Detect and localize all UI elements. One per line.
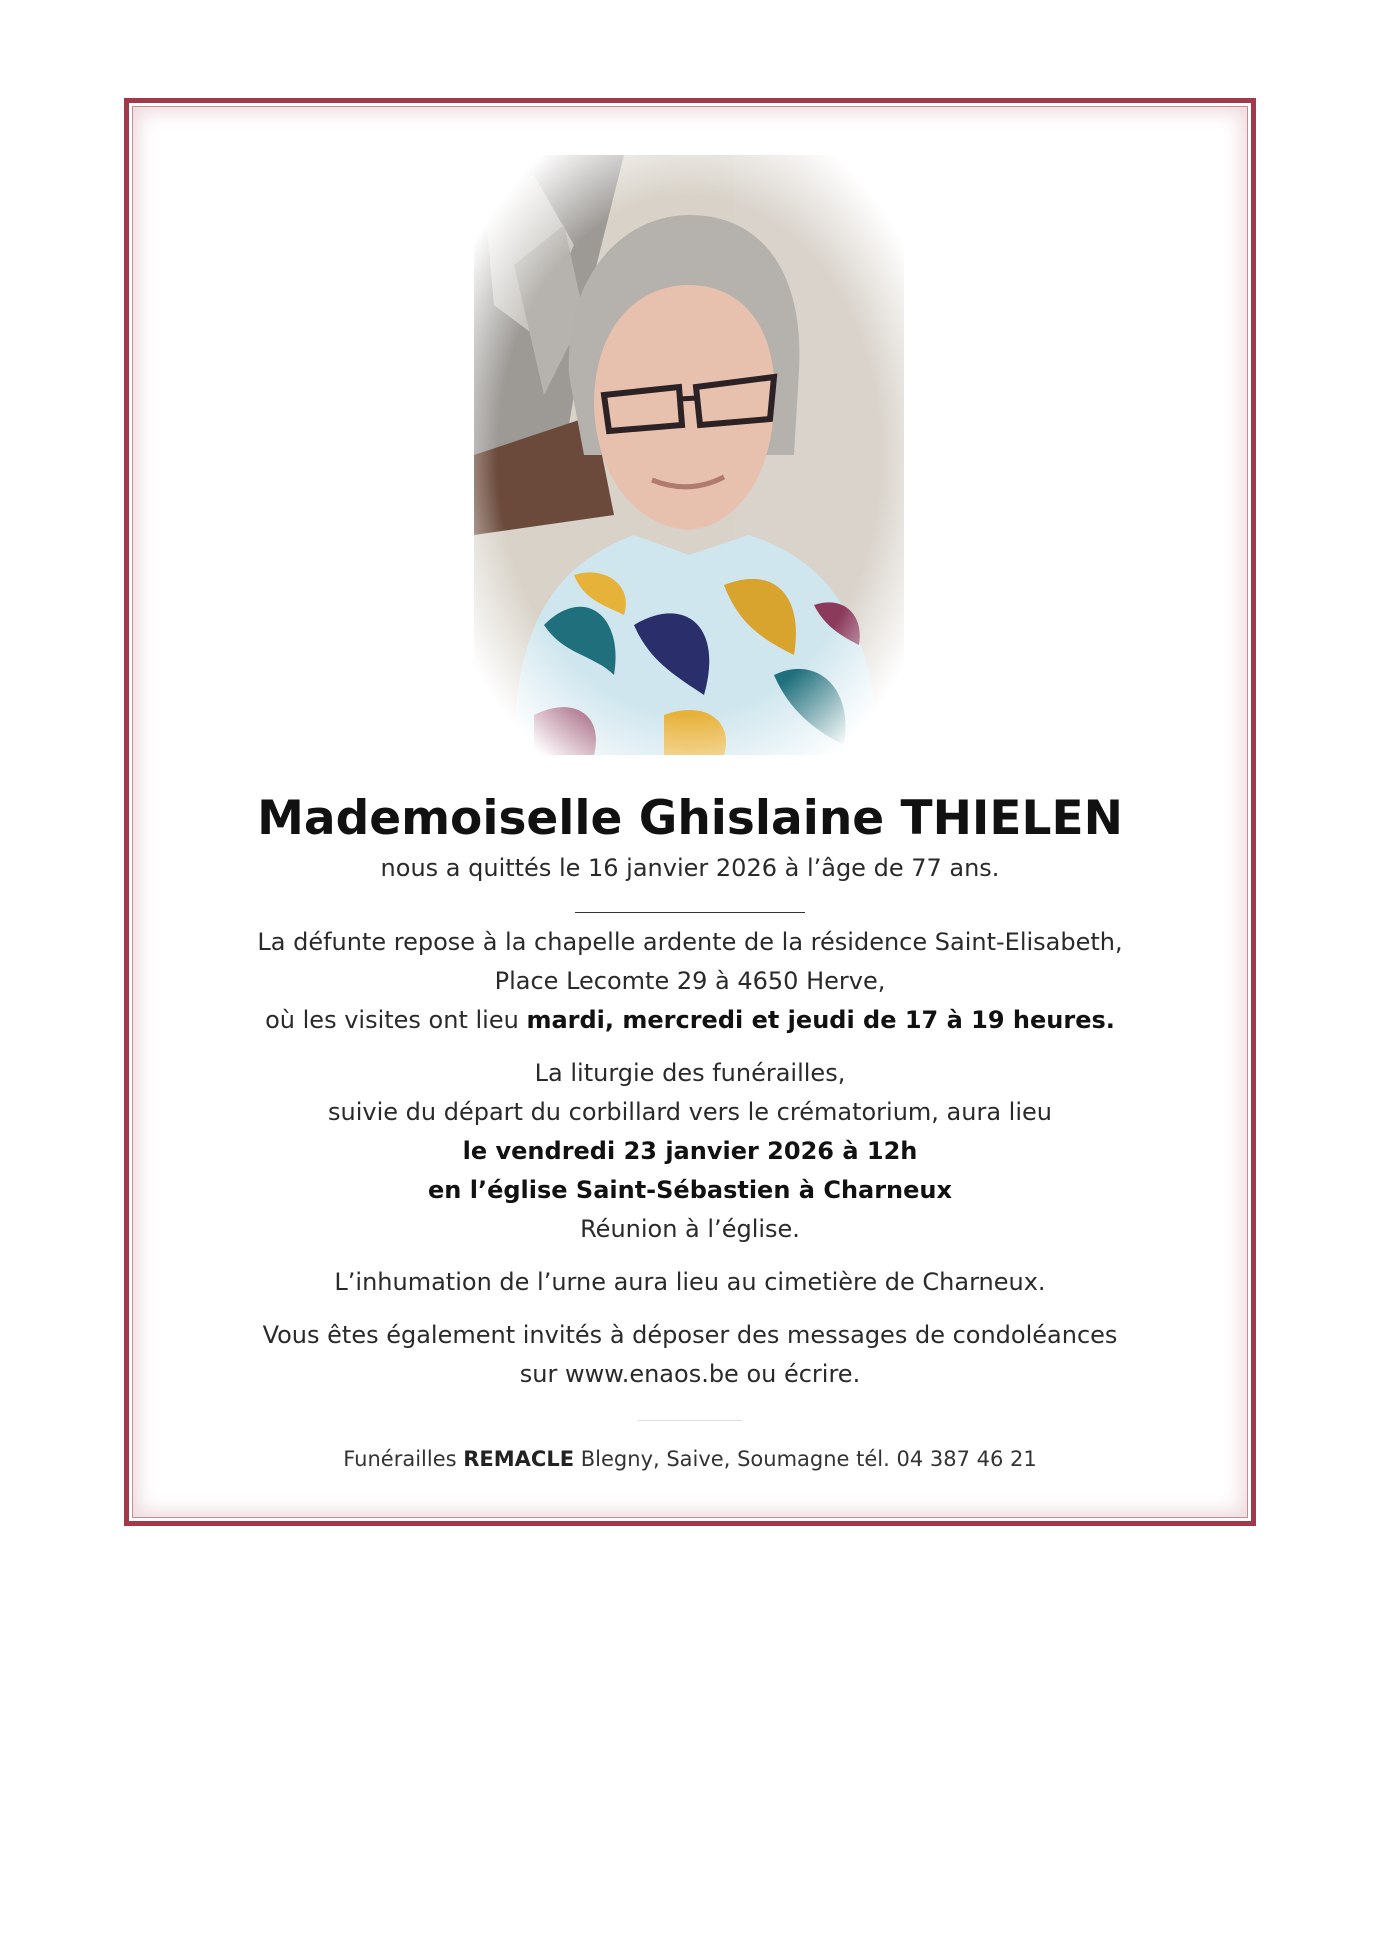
condolences-line-1: Vous êtes également invités à déposer des messages de condoléances xyxy=(262,1321,1118,1349)
burial-line: L’inhumation de l’urne aura lieu au cimetière de Charneux. xyxy=(334,1268,1046,1296)
liturgy-place xyxy=(129,1171,1251,1210)
visitation-hours-prefix: où les visites ont lieu xyxy=(265,1006,519,1034)
notice-text xyxy=(129,791,1251,1497)
liturgy-line-2: suivie du départ du corbillard vers le crématorium, aura lieu xyxy=(328,1098,1052,1126)
condolences-info xyxy=(129,1316,1251,1394)
liturgy-info xyxy=(129,1054,1251,1249)
portrait-photo xyxy=(474,155,904,755)
portrait-illustration xyxy=(474,155,904,755)
visitation-line-3 xyxy=(129,1001,1251,1040)
funeral-home-footer xyxy=(129,1442,1251,1476)
footer-contact: Blegny, Saive, Soumagne tél. 04 387 46 21 xyxy=(580,1447,1037,1471)
deceased-name: Mademoiselle Ghislaine THIELEN xyxy=(257,791,1123,846)
condolences-line-2: sur www.enaos.be ou écrire. xyxy=(519,1360,861,1388)
liturgy-line-1: La liturgie des funérailles, xyxy=(534,1059,846,1087)
obituary-card xyxy=(124,98,1256,1526)
divider xyxy=(575,912,805,913)
visitation-info xyxy=(129,923,1251,1040)
liturgy-place-text: en l’église Saint-Sébastien à Charneux xyxy=(428,1176,952,1204)
funeral-home-name: REMACLE xyxy=(463,1447,575,1471)
visitation-line-2: Place Lecomte 29 à 4650 Herve, xyxy=(494,967,886,995)
footer-prefix: Funérailles xyxy=(343,1447,457,1471)
visitation-hours: mardi, mercredi et jeudi de 17 à 19 heures. xyxy=(526,1006,1115,1034)
liturgy-date xyxy=(129,1132,1251,1171)
liturgy-date-text: le vendredi 23 janvier 2026 à 12h xyxy=(462,1137,918,1165)
burial-info xyxy=(129,1263,1251,1302)
footer-divider xyxy=(638,1420,742,1421)
meeting-note: Réunion à l’église. xyxy=(580,1215,800,1243)
death-announcement: nous a quittés le 16 janvier 2026 à l’âge de 77 ans. xyxy=(380,854,1000,882)
visitation-line-1: La défunte repose à la chapelle ardente de la résidence Saint-Elisabeth, xyxy=(257,928,1123,956)
